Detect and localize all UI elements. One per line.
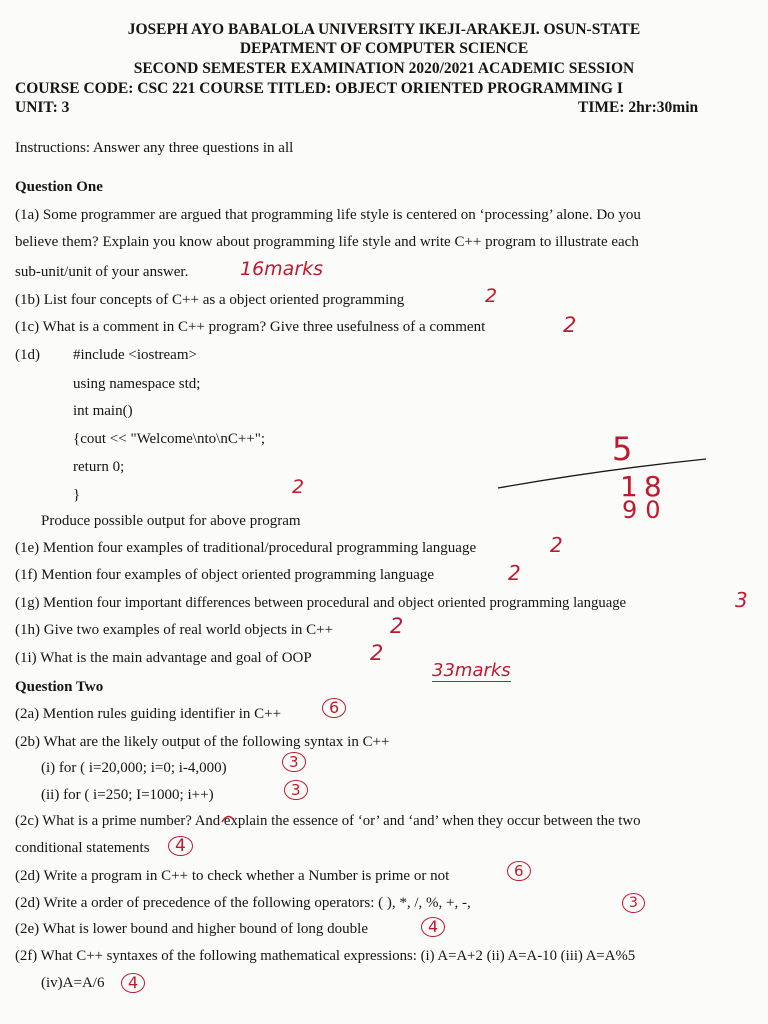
q2c-line1: (2c) What is a prime number? And explain the essence of ‘or’ and ‘and’ when they occur between the two <box>15 813 641 829</box>
handwritten-mark: 2 <box>390 614 404 638</box>
code-line: } <box>73 487 81 503</box>
q2f-line2: (iv)A=A/6 <box>41 975 105 991</box>
circled-mark: 3 <box>282 752 306 772</box>
q1f: (1f) Mention four examples of object oriented programming language <box>15 567 435 583</box>
q1d-prompt: Produce possible output for above program <box>41 513 301 529</box>
score-denominator: 18 <box>620 470 668 503</box>
score-extra: 90 <box>622 496 669 524</box>
handwritten-mark: 2 <box>550 533 563 557</box>
handwritten-mark: 2 <box>508 561 521 585</box>
time-label: TIME: 2hr:30min <box>578 99 699 116</box>
circled-mark: 6 <box>507 861 531 881</box>
q1d-label: (1d) <box>15 347 40 363</box>
q1i: (1i) What is the main advantage and goal of OOP <box>15 650 312 666</box>
code-line: using namespace std; <box>73 376 201 392</box>
circled-mark: 3 <box>284 780 308 800</box>
q2a: (2a) Mention rules guiding identifier in C++ <box>15 706 282 722</box>
circled-mark: 6 <box>322 698 346 718</box>
q1a-line1: (1a) Some programmer are argued that programming life style is centered on ‘processing’ alone. Do you <box>15 207 641 223</box>
handwritten-mark: 2 <box>292 476 305 498</box>
q2c-line2: conditional statements <box>15 840 150 856</box>
circled-mark: 3 <box>622 893 645 913</box>
code-line: #include <iostream> <box>73 347 197 363</box>
q1a-line2: believe them? Explain you know about programming life style and write C++ program to illustrate each <box>15 234 639 250</box>
code-line: {cout << "Welcome\nto\nC++"; <box>73 431 266 447</box>
circled-mark: 4 <box>121 973 145 993</box>
q2b-ii: (ii) for ( i=250; I=1000; i++) <box>41 787 214 803</box>
q2b-i: (i) for ( i=20,000; i=0; i-4,000) <box>41 760 227 776</box>
university-name: JOSEPH AYO BABALOLA UNIVERSITY IKEJI-ARAKEJI. OSUN-STATE <box>127 21 641 38</box>
course-line: COURSE CODE: CSC 221 COURSE TITLED: OBJECT ORIENTED PROGRAMMING I <box>15 80 623 97</box>
department-name: DEPATMENT OF COMPUTER SCIENCE <box>239 40 529 57</box>
q1g: (1g) Mention four important differences between procedural and object oriented programming language <box>15 595 627 611</box>
q2d: (2d) Write a program in C++ to check whether a Number is prime or not <box>15 868 450 884</box>
handwritten-mark: 2 <box>563 313 577 337</box>
handwritten-mark: 3 <box>735 588 748 612</box>
q2e: (2e) What is lower bound and higher bound of long double <box>15 921 368 937</box>
unit-label: UNIT: 3 <box>15 99 70 116</box>
q1h: (1h) Give two examples of real world objects in C++ <box>15 622 334 638</box>
exam-title: SECOND SEMESTER EXAMINATION 2020/2021 ACADEMIC SESSION <box>133 60 635 77</box>
q1b: (1b) List four concepts of C++ as a object oriented programming <box>15 292 405 308</box>
question-one-title: Question One <box>15 179 103 195</box>
question-two-title: Question Two <box>15 679 104 695</box>
code-line: int main() <box>73 403 133 419</box>
handwritten-mark: 2 <box>370 641 384 665</box>
q2f-line1: (2f) What C++ syntaxes of the following mathematical expressions: (i) A=A+2 (ii) A=A-10 (iii) A=A%5 <box>15 948 636 964</box>
q2b: (2b) What are the likely output of the following syntax in C++ <box>15 734 390 750</box>
q2d-precedence: (2d) Write a order of precedence of the following operators: ( ), *, /, %, +, -, <box>15 895 471 911</box>
q1a-line3: sub-unit/unit of your answer. <box>15 264 189 280</box>
circled-mark: 4 <box>421 917 445 937</box>
q1e: (1e) Mention four examples of traditional/procedural programming language <box>15 540 477 556</box>
total-marks-q1: 33marks <box>432 660 511 681</box>
code-line: return 0; <box>73 459 125 475</box>
handwritten-mark: 16marks <box>240 258 324 280</box>
handwritten-mark: 2 <box>485 285 498 307</box>
score-numerator: 5 <box>612 430 633 468</box>
q1c: (1c) What is a comment in C++ program? Give three usefulness of a comment <box>15 319 486 335</box>
circled-mark: 4 <box>168 836 193 856</box>
instructions: Instructions: Answer any three questions in all <box>15 140 294 156</box>
